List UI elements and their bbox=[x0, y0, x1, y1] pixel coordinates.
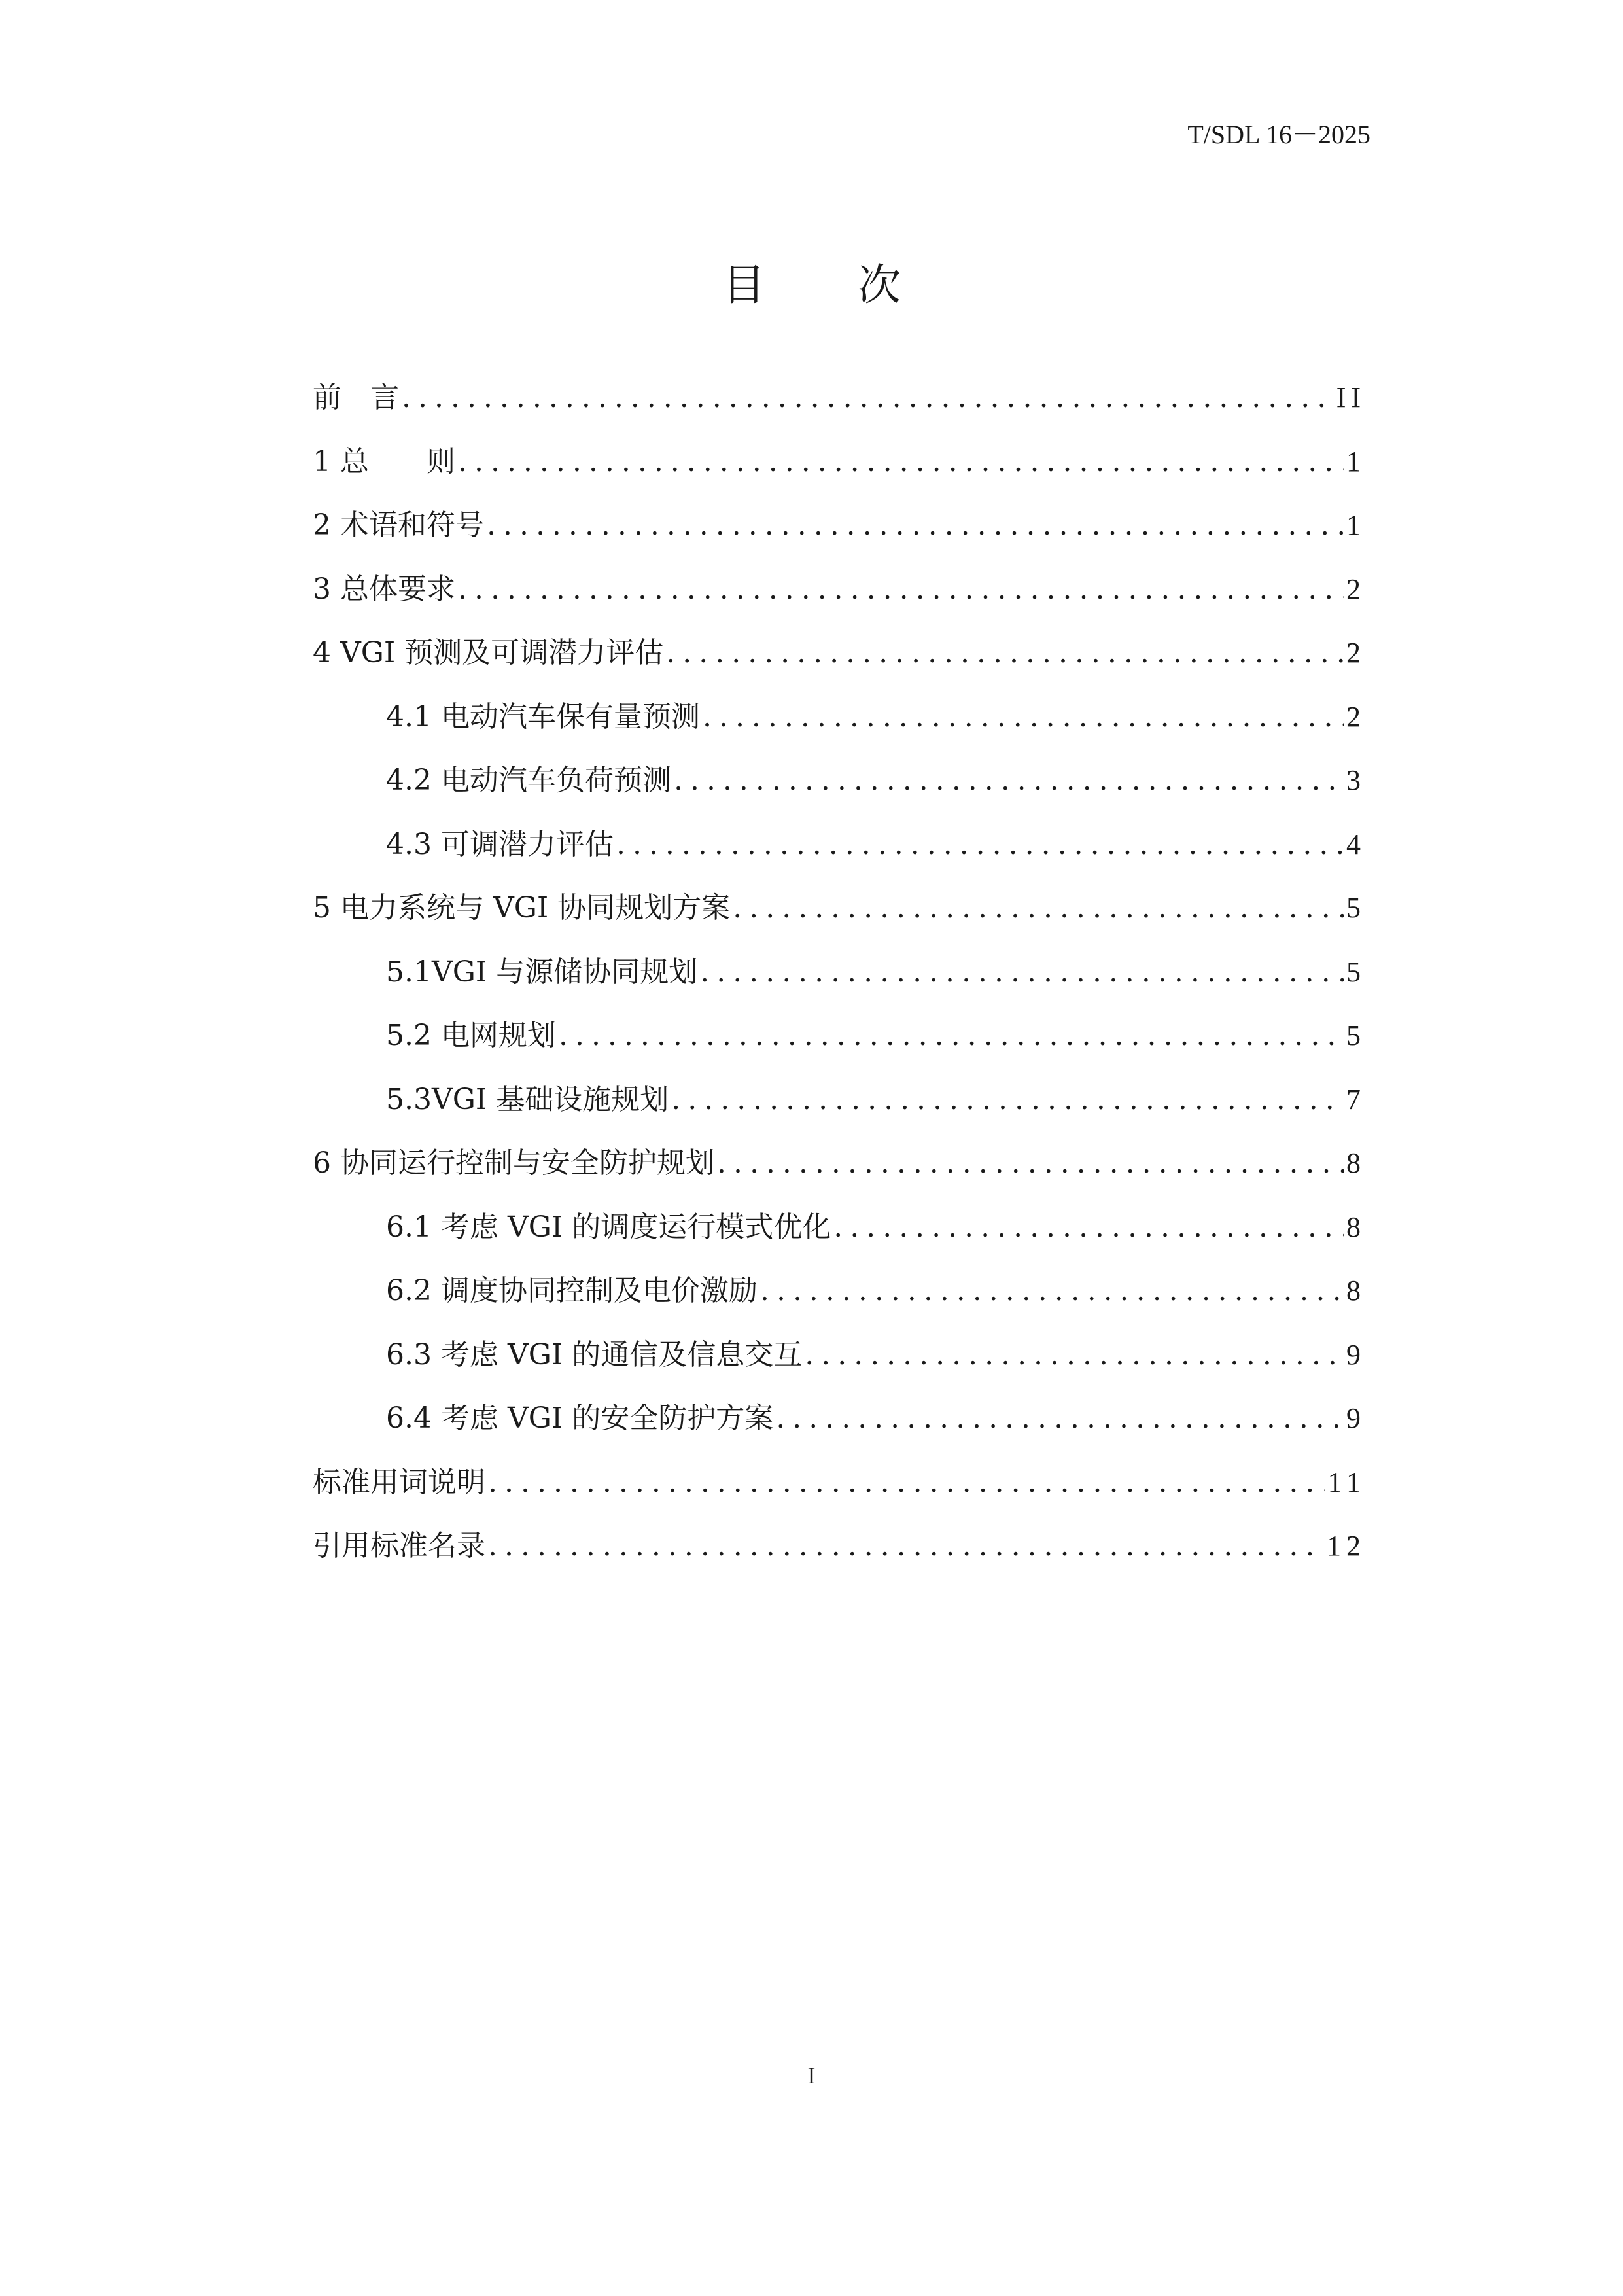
toc-entry-label: 6.1 考虑 VGI 的调度运行模式优化 bbox=[386, 1210, 831, 1244]
toc-dot-leader bbox=[700, 953, 1344, 992]
toc-dot-leader bbox=[717, 1144, 1344, 1183]
toc-entry-label: 5.1VGI 与源储协同规划 bbox=[386, 955, 698, 989]
toc-entry-5-1[interactable] bbox=[313, 953, 1366, 1017]
toc-dot-leader bbox=[458, 442, 1344, 482]
toc-entry-label: 5 电力系统与 VGI 协同规划方案 bbox=[313, 891, 731, 925]
toc-entry-6-1[interactable] bbox=[313, 1208, 1366, 1272]
toc-dot-leader bbox=[760, 1271, 1344, 1311]
toc-entry-page: 9 bbox=[1346, 1402, 1366, 1434]
toc-entry-label: 3 总体要求 bbox=[313, 572, 455, 606]
toc-entry-page: 1 bbox=[1346, 445, 1366, 478]
toc-entry-page: 9 bbox=[1346, 1338, 1366, 1371]
toc-dot-leader bbox=[776, 1399, 1344, 1438]
toc-entry-label: 5.3VGI 基础设施规划 bbox=[386, 1082, 669, 1116]
toc-entry-page: 11 bbox=[1327, 1466, 1366, 1498]
toc-entry-label: 4.3 可调潜力评估 bbox=[386, 827, 614, 861]
table-of-contents bbox=[313, 378, 1366, 1591]
toc-entry-page: 5 bbox=[1346, 892, 1366, 924]
toc-entry-6-4[interactable] bbox=[313, 1399, 1366, 1463]
toc-entry-terms[interactable] bbox=[313, 506, 1366, 570]
toc-dot-leader bbox=[488, 1527, 1324, 1566]
toc-entry-general[interactable] bbox=[313, 442, 1366, 506]
toc-entry-wording[interactable] bbox=[313, 1463, 1366, 1527]
toc-entry-requirements[interactable] bbox=[313, 570, 1366, 634]
toc-entry-page: 8 bbox=[1346, 1275, 1366, 1307]
toc-dot-leader bbox=[805, 1335, 1344, 1375]
toc-dot-leader bbox=[487, 506, 1344, 545]
toc-entry-5-2[interactable] bbox=[313, 1016, 1366, 1080]
toc-title: 目 次 bbox=[722, 260, 940, 310]
toc-dot-leader bbox=[559, 1016, 1344, 1055]
toc-dot-leader bbox=[833, 1208, 1344, 1247]
document-code: T/SDL 16－2025 bbox=[1187, 120, 1370, 149]
toc-entry-page: II bbox=[1336, 381, 1366, 414]
toc-entry-label: 6.4 考虑 VGI 的安全防护方案 bbox=[386, 1402, 774, 1435]
toc-dot-leader bbox=[674, 761, 1344, 800]
toc-dot-leader bbox=[488, 1463, 1325, 1502]
toc-entry-5-3[interactable] bbox=[313, 1080, 1366, 1144]
toc-entry-label: 6.3 考虑 VGI 的通信及信息交互 bbox=[386, 1337, 803, 1371]
toc-entry-page: 12 bbox=[1327, 1530, 1366, 1562]
toc-entry-page: 4 bbox=[1346, 828, 1366, 860]
toc-entry-label: 4.2 电动汽车负荷预测 bbox=[386, 764, 671, 797]
toc-dot-leader bbox=[402, 378, 1334, 417]
toc-entry-4-1[interactable] bbox=[313, 698, 1366, 762]
toc-entry-label: 6.2 调度协同控制及电价激励 bbox=[386, 1274, 758, 1307]
toc-entry-label: 前 言 bbox=[313, 381, 399, 414]
toc-entry-label: 6 协同运行控制与安全防护规划 bbox=[313, 1146, 714, 1180]
toc-entry-label: 4.1 电动汽车保有量预测 bbox=[386, 699, 700, 733]
toc-dot-leader bbox=[616, 825, 1344, 864]
toc-entry-label: 引用标准名录 bbox=[313, 1529, 485, 1563]
toc-entry-label: 4 VGI 预测及可调潜力评估 bbox=[313, 636, 664, 669]
toc-entry-label: 1 总 则 bbox=[313, 444, 455, 478]
toc-entry-page: 2 bbox=[1346, 637, 1366, 669]
toc-dot-leader bbox=[733, 889, 1344, 928]
toc-entry-page: 8 bbox=[1346, 1210, 1366, 1243]
toc-entry-page: 5 bbox=[1346, 1019, 1366, 1051]
toc-entry-6-3[interactable] bbox=[313, 1335, 1366, 1400]
toc-entry-page: 8 bbox=[1346, 1147, 1366, 1179]
toc-dot-leader bbox=[703, 698, 1344, 737]
toc-dot-leader bbox=[458, 570, 1344, 609]
toc-entry-section-5[interactable] bbox=[313, 889, 1366, 953]
toc-entry-references[interactable] bbox=[313, 1527, 1366, 1591]
toc-entry-section-6[interactable] bbox=[313, 1144, 1366, 1208]
toc-entry-page: 5 bbox=[1346, 955, 1366, 988]
toc-entry-page: 2 bbox=[1346, 700, 1366, 733]
toc-entry-label: 标准用词说明 bbox=[313, 1465, 485, 1499]
toc-entry-4-2[interactable] bbox=[313, 761, 1366, 825]
toc-dot-leader bbox=[666, 633, 1344, 673]
toc-entry-label: 5.2 电网规划 bbox=[386, 1019, 556, 1052]
toc-entry-page: 3 bbox=[1346, 764, 1366, 796]
toc-entry-6-2[interactable] bbox=[313, 1271, 1366, 1335]
toc-entry-page: 2 bbox=[1346, 573, 1366, 605]
toc-entry-label: 2 术语和符号 bbox=[313, 508, 484, 542]
page-number: I bbox=[807, 2062, 816, 2089]
toc-entry-4-3[interactable] bbox=[313, 825, 1366, 889]
toc-entry-preface[interactable] bbox=[313, 378, 1366, 442]
toc-entry-section-4[interactable] bbox=[313, 633, 1366, 698]
toc-entry-page: 1 bbox=[1346, 509, 1366, 541]
toc-dot-leader bbox=[671, 1080, 1344, 1120]
toc-entry-page: 7 bbox=[1346, 1083, 1366, 1116]
